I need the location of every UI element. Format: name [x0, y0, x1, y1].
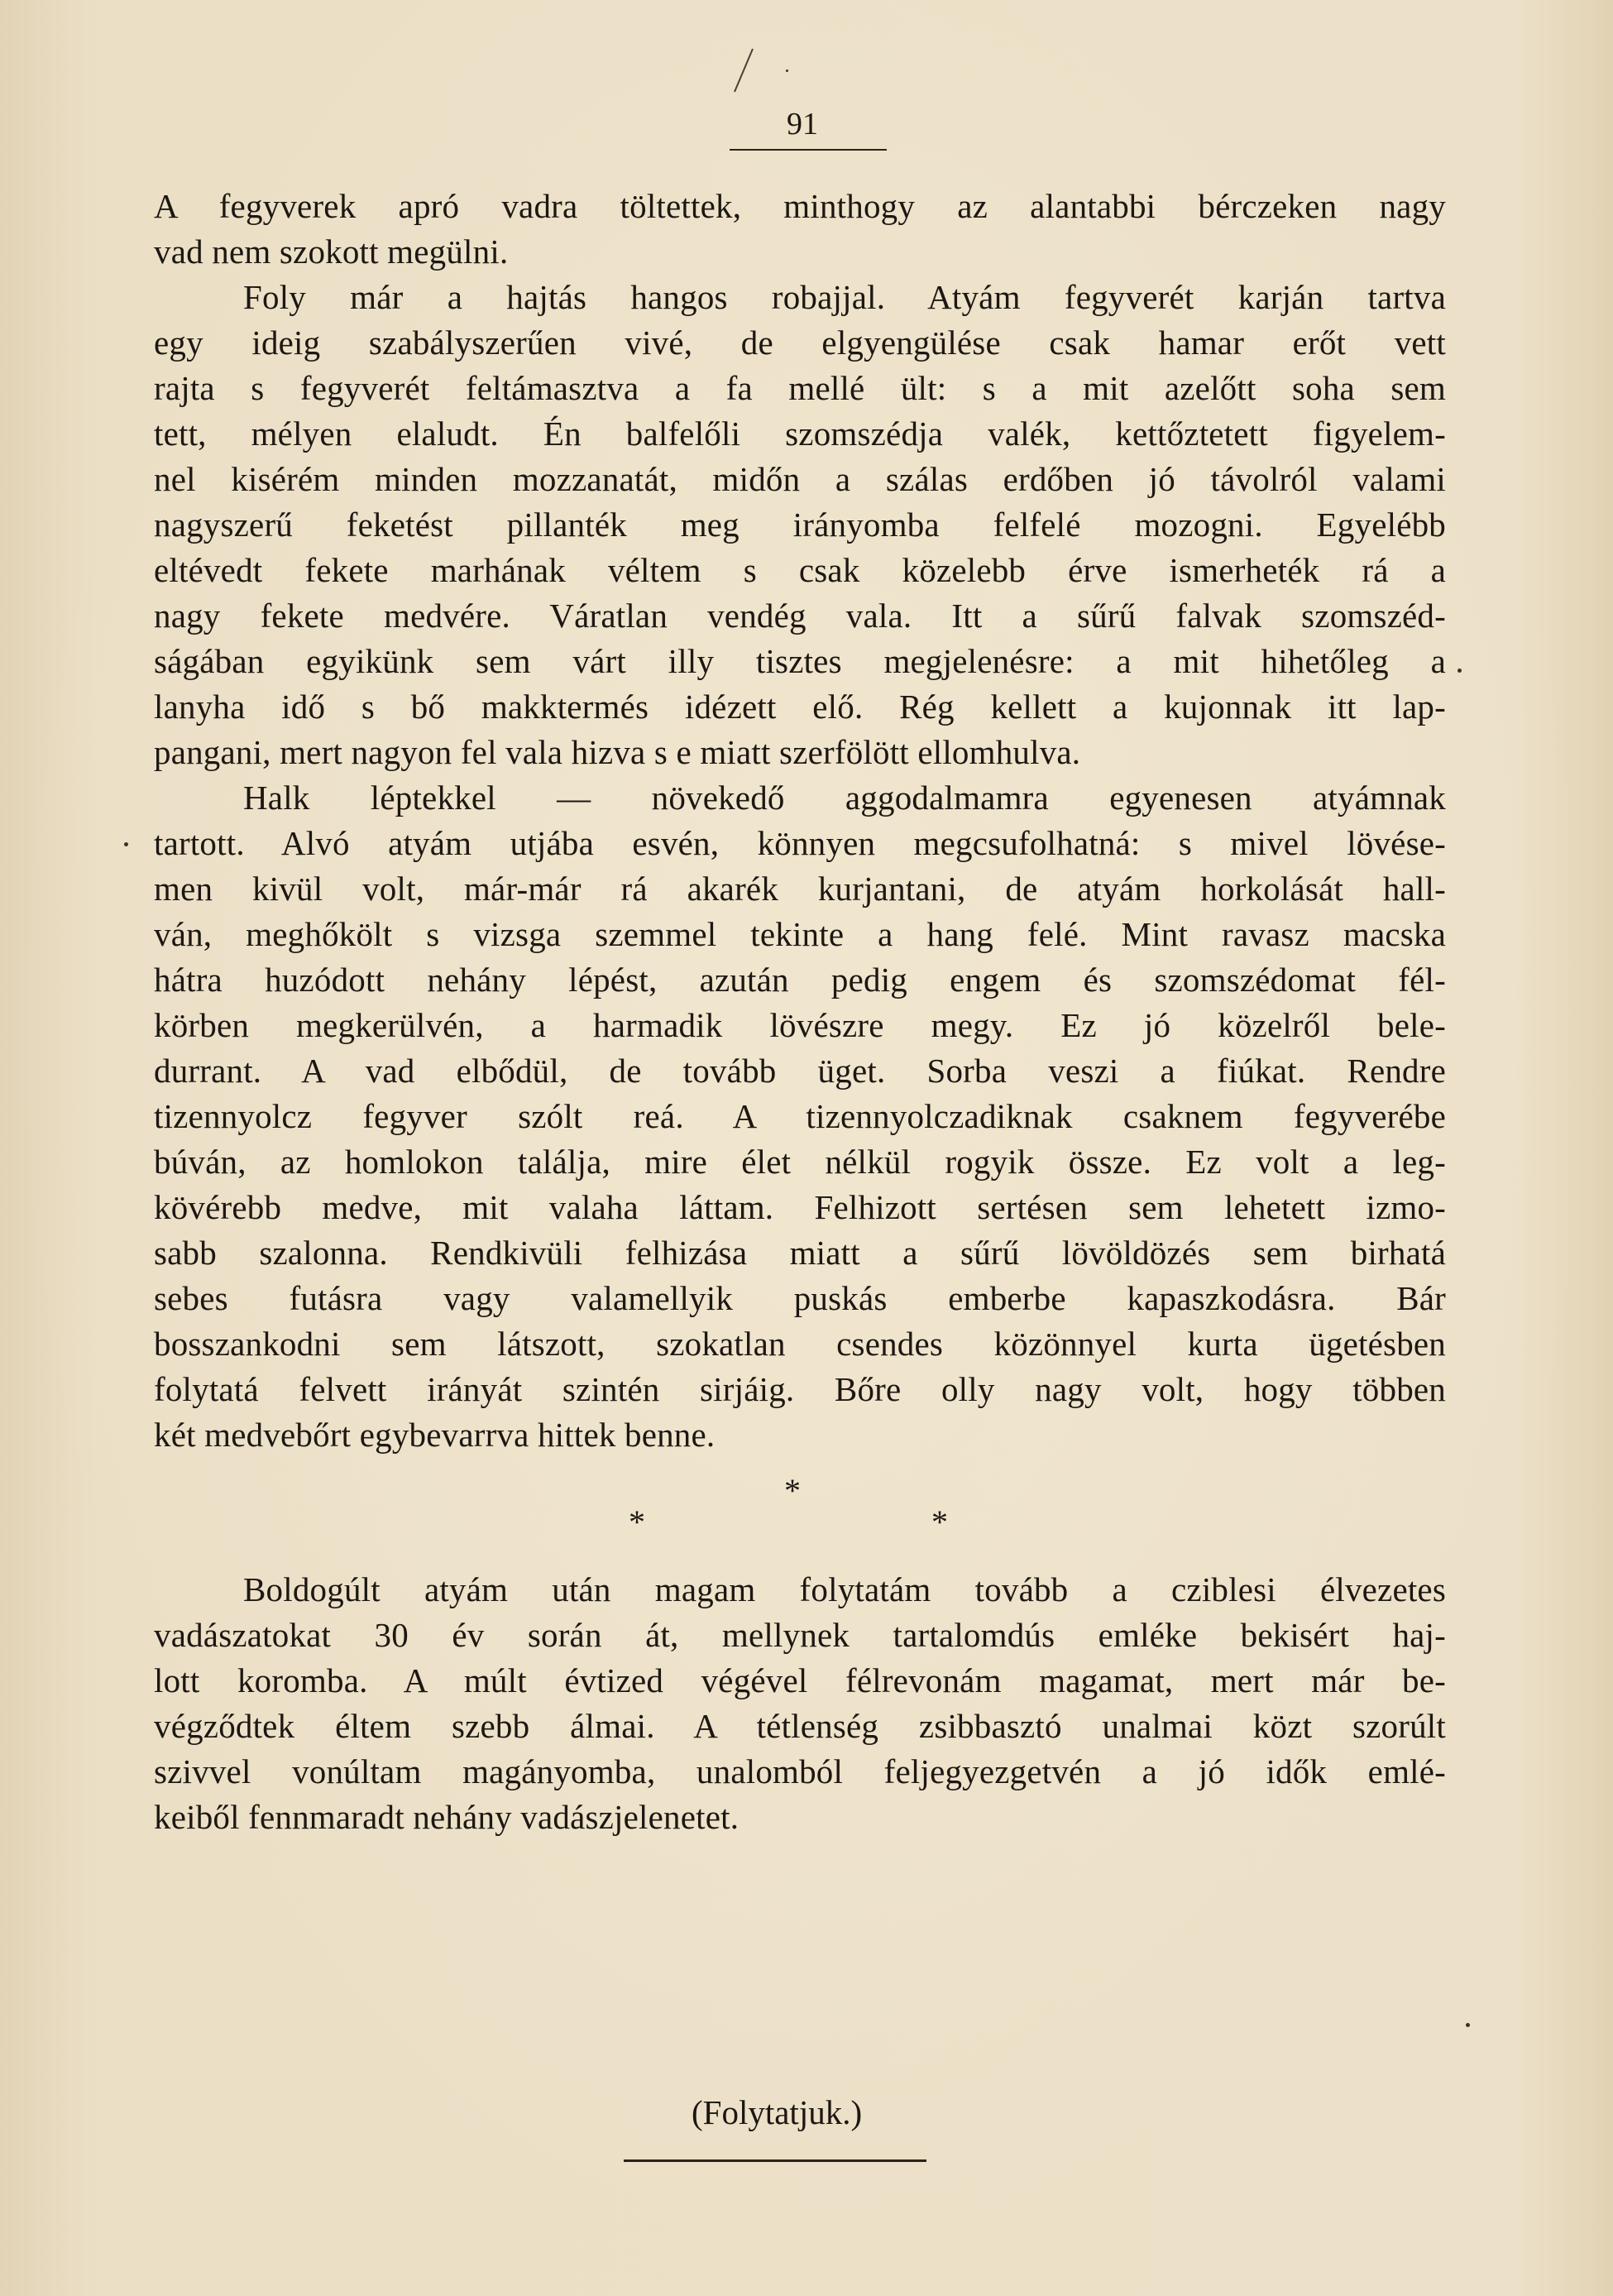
text-line: egy ideig szabályszerűen vivé, de elgyengülése csak hamar erőt vett: [154, 324, 1446, 362]
page-number: 91: [787, 107, 818, 141]
text-line: durrant. A vad elbődül, de tovább üget. Sorba veszi a fiúkat. Rendre: [154, 1052, 1446, 1090]
text-line: Halk léptekkel — növekedő aggodalmamra egyenesen atyámnak: [243, 779, 1446, 817]
pencil-mark: [728, 46, 761, 95]
text-line: tizennyolcz fegyver szólt reá. A tizennyolczadiknak csaknem fegyverébe: [154, 1097, 1446, 1135]
body-text: [154, 184, 1446, 1840]
text-line: lanyha idő s bő makktermés idézett elő. Rég kellett a kujonnak itt lap-: [154, 688, 1446, 726]
asterisk: *: [784, 1472, 801, 1509]
paragraph-2: [154, 275, 1446, 775]
paragraph-1: [154, 184, 1446, 275]
text-line: nel kisérém minden mozzanatát, midőn a szálas erdőben jó távolról valami: [154, 460, 1446, 498]
text-line: vadászatokat 30 év során át, mellynek tartalomdús emléke bekisért haj-: [154, 1616, 1446, 1654]
text-line: A fegyverek apró vadra töltettek, minthogy az alantabbi bérczeken nagy: [154, 187, 1446, 225]
text-line: Boldogúlt atyám után magam folytatám tovább a cziblesi élvezetes: [243, 1570, 1446, 1608]
text-line: végződtek éltem szebb álmai. A tétlenség zsibbasztó unalmai közt szorúlt: [154, 1707, 1446, 1745]
text-line: pangani, mert nagyon fel vala hizva s e miatt szerfölött ellomhulva.: [154, 733, 1081, 771]
text-line: nagy fekete medvére. Váratlan vendég vala. Itt a sűrű falvak szomszéd-: [154, 597, 1446, 635]
text-line: körben megkerülvén, a harmadik lövészre megy. Ez jó közelről bele-: [154, 1006, 1446, 1044]
text-line: sabb szalonna. Rendkivüli felhizása miatt a sűrű lövöldözés sem birhatá: [154, 1234, 1446, 1272]
text-line: men kivül volt, már-már rá akarék kurjantani, de atyám horkolását hall-: [154, 870, 1446, 908]
text-line: ságában egyikünk sem várt illy tisztes megjelenésre: a mit hihetőleg a: [154, 642, 1446, 680]
text-line: két medvebőrt egybevarrva hittek benne.: [154, 1416, 716, 1454]
asterisk: *: [931, 1503, 948, 1541]
paragraph-3: [154, 775, 1446, 1458]
ink-speck: [1466, 2023, 1470, 2027]
continued-note: (Folytatjuk.): [692, 2093, 863, 2131]
text-line: Foly már a hajtás hangos robajjal. Atyám fegyverét karján tartva: [243, 278, 1446, 316]
text-line: tett, mélyen elaludt. Én balfelőli szomszédja valék, kettőztetett figyelem-: [154, 415, 1446, 453]
paragraph-4: [154, 1567, 1446, 1840]
text-line: kövérebb medve, mit valaha láttam. Felhizott sertésen sem lehetett izmo-: [154, 1188, 1446, 1226]
text-line: ván, meghőkölt s vizsga szemmel tekinte a hang felé. Mint ravasz macska: [154, 915, 1446, 953]
ink-speck: [124, 842, 128, 846]
text-line: búván, az homlokon találja, mire élet nélkül rogyik össze. Ez volt a leg-: [154, 1143, 1446, 1181]
end-rule: [624, 2159, 926, 2162]
ink-speck: [1457, 669, 1462, 673]
text-line: folytatá felvett irányát szintén sirjáig. Bőre olly nagy volt, hogy többen: [154, 1370, 1446, 1408]
text-line: eltévedt fekete marhának véltem s csak közelebb érve ismerheték rá a: [154, 551, 1446, 589]
text-line: vad nem szokott megülni.: [154, 232, 509, 271]
text-line: rajta s fegyverét feltámasztva a fa mellé ült: s a mit azelőtt soha sem: [154, 369, 1446, 407]
text-line: bosszankodni sem látszott, szokatlan csendes közönnyel kurta ügetésben: [154, 1325, 1446, 1363]
text-line: hátra huzódott nehány lépést, azután pedig engem és szomszédomat fél-: [154, 961, 1446, 999]
text-line: szivvel vonúltam magányomba, unalomból feljegyezgetvén a jó idők emlé-: [154, 1752, 1446, 1790]
section-break-asterism: [154, 1463, 1446, 1567]
ink-speck: [786, 70, 788, 72]
text-line: keiből fennmaradt nehány vadászjelenetet.: [154, 1798, 739, 1836]
page-number-rule: [730, 149, 887, 151]
asterisk: *: [629, 1503, 645, 1541]
text-line: tartott. Alvó atyám utjába esvén, könnyen megcsufolhatná: s mivel lövése-: [154, 824, 1446, 862]
text-line: sebes futásra vagy valamellyik puskás emberbe kapaszkodásra. Bár: [154, 1279, 1446, 1317]
text-line: lott koromba. A múlt évtized végével félrevonám magamat, mert már be-: [154, 1661, 1446, 1699]
text-line: nagyszerű feketést pillanték meg irányomba felfelé mozogni. Egyelébb: [154, 506, 1446, 544]
